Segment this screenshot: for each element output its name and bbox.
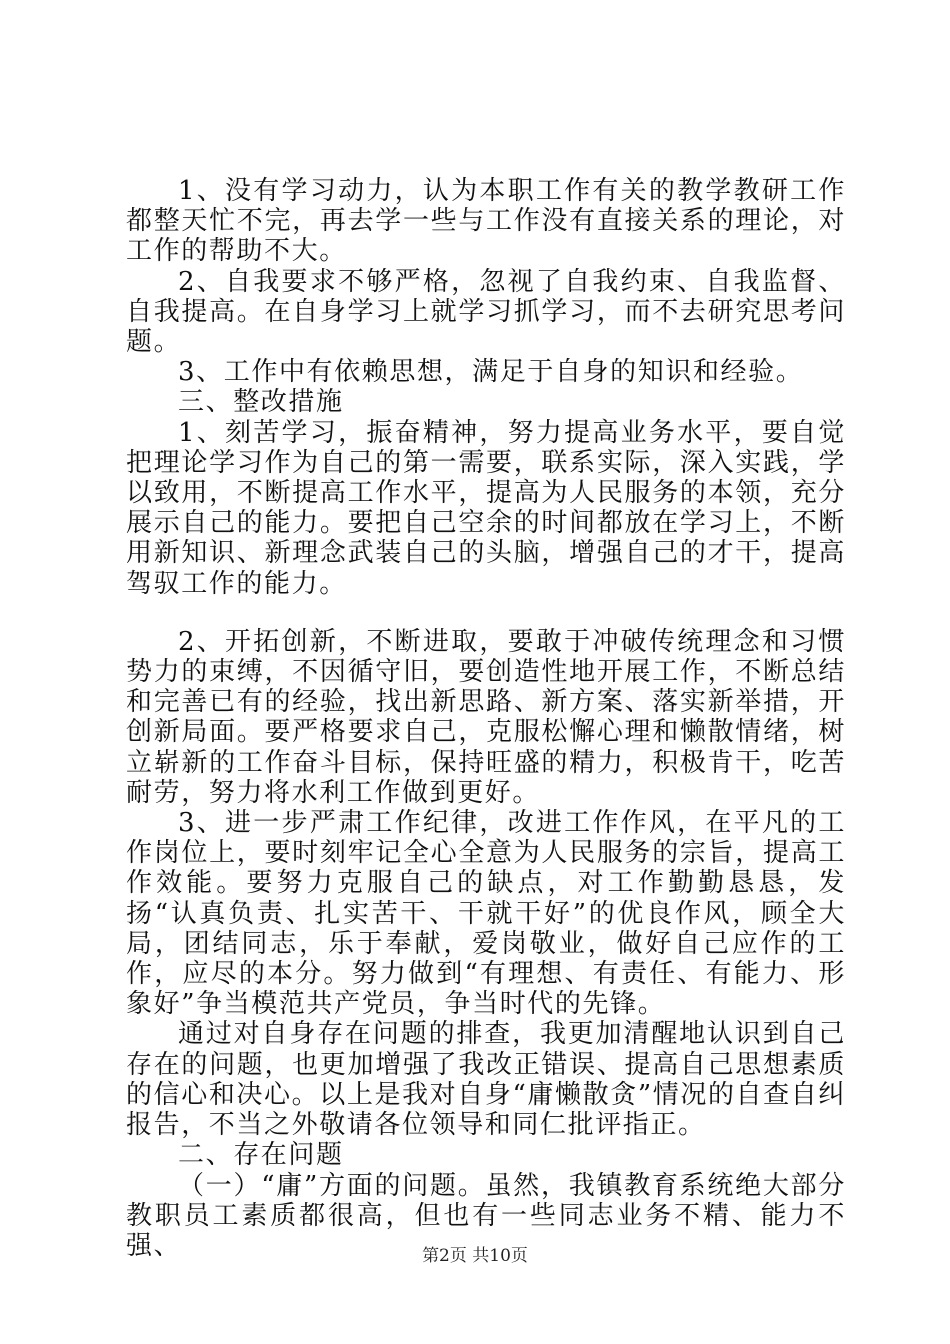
paragraph: 2、开拓创新，不断进取，要敢于冲破传统理念和习惯势力的束缚，不因循守旧，要创造性地开展工作，不断总结和完善已有的经验，找出新思路、新方案、落实新举措，开创新局面。要严格要求自己，克服松懈心理和懒散情绪，树立崭新的工作奋斗目标，保持旺盛的精力，积极肯干，吃苦耐劳，努力将水利工作做到更好。	[126, 626, 846, 808]
paragraph: 3、进一步严肃工作纪律，改进工作作风，在平凡的工作岗位上，要时刻牢记全心全意为人民服务的宗旨，提高工作效能。要努力克服自己的缺点，对工作勤勤恳恳，发扬“认真负责、扎实苦干、干就干好”的优良作风，顾全大局，团结同志，乐于奉献，爱岗敬业，做好自己应作的工作，应尽的本分。努力做到“有理想、有责任、有能力、形象好”争当模范共产党员，争当时代的先锋。	[126, 808, 846, 1020]
section-heading: 二、存在问题	[178, 1140, 344, 1171]
paragraph: 2、自我要求不够严格，忽视了自我约束、自我监督、自我提高。在自身学习上就学习抓学习，而不去研究思考问题。	[126, 266, 846, 358]
paragraph: （一）“庸”方面的问题。虽然，我镇教育系统绝大部分教职员工素质都很高，但也有一些同志业务不精、能力不强、	[126, 1170, 846, 1261]
paragraph: 1、没有学习动力，认为本职工作有关的教学教研工作都整天忙不完，再去学一些与工作没有直接关系的理论，对工作的帮助不大。	[126, 176, 846, 267]
paragraph: 通过对自身存在问题的排查，我更加清醒地认识到自己存在的问题，也更加增强了我改正错误、提高自己思想素质的信心和决心。以上是我对自身“庸懒散贪”情况的自查自纠报告，不当之外敬请各位领导和同仁批评指正。	[126, 1019, 846, 1141]
paragraph: 3、工作中有依赖思想，满足于自身的知识和经验。	[178, 357, 804, 388]
section-heading: 三、整改措施	[178, 387, 344, 418]
page-footer: 第2页 共10页	[422, 1246, 528, 1266]
document-body	[126, 176, 846, 1261]
paragraph: 1、刻苦学习，振奋精神，努力提高业务水平，要自觉把理论学习作为自己的第一需要，联系实际，深入实践，学以致用，不断提高工作水平，提高为人民服务的本领，充分展示自己的能力。要把自己空余的时间都放在学习上，不断用新知识、新理念武装自己的头脑，增强自己的才干，提高驾驭工作的能力。	[126, 417, 846, 599]
